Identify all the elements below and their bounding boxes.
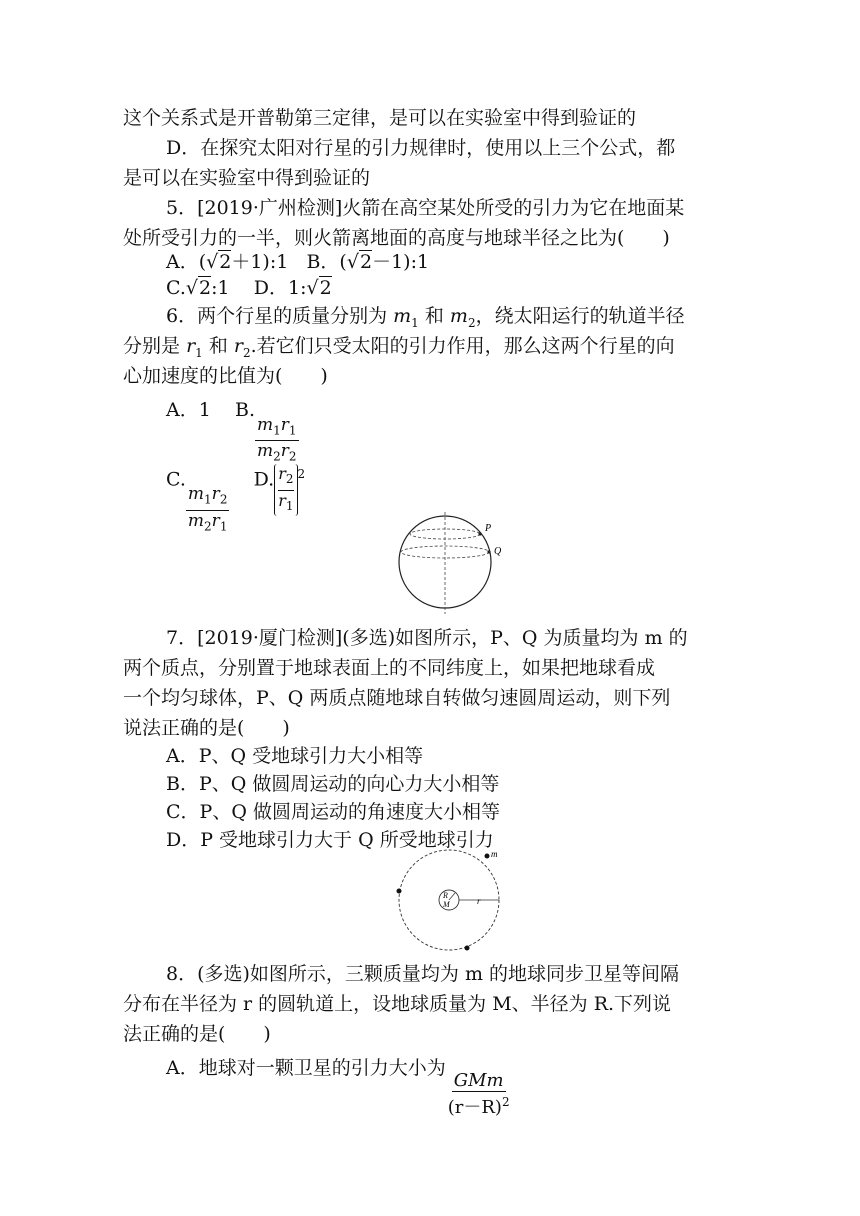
question-8-stem: 分布在半径为 r 的圆轨道上，设地球质量为 M、半径为 R.下列说: [123, 993, 672, 1015]
question-6-stem: 6．两个行星的质量分别为 $m_1$ 和 $m_2$，绕太阳运行的轨道半径: [166, 305, 685, 330]
earth-latitude-diagram: [395, 510, 515, 615]
label-q: Q: [494, 546, 502, 557]
question-7-option-c: C．P、Q 做圆周运动的角速度大小相等: [166, 801, 500, 823]
question-8-stem: 法正确的是( ): [123, 1023, 271, 1045]
question-7-option-d: D．P 受地球引力大于 Q 所受地球引力: [166, 829, 494, 851]
label-earth-mass: M: [443, 900, 450, 909]
question-8-option-a: A．地球对一颗卫星的引力大小为 $\frac{\text{GMm}}{(r-R)^2}$: [166, 1057, 510, 1118]
label-r: r: [477, 896, 481, 906]
satellite-orbit-diagram: [393, 846, 513, 956]
text-line: 是可以在实验室中得到验证的: [123, 167, 371, 189]
label-p: P: [485, 523, 492, 534]
question-7-stem: 一个均匀球体，P、Q 两质点随地球自转做匀速圆周运动，则下列: [123, 687, 671, 709]
question-6-options-ab: A．1 B. $\frac{m_1r_1}{m_2r_2}$: [166, 399, 297, 464]
question-5-stem: 处所受引力的一半，则火箭离地面的高度与地球半径之比为( ): [123, 227, 670, 249]
question-7-stem: 7．[2019·厦门检测](多选)如图所示，P、Q 为质量均为 m 的: [166, 627, 688, 649]
question-8-stem: 8．(多选)如图所示，三颗质量均为 m 的地球同步卫星等间隔: [166, 963, 680, 985]
question-7-stem: 两个质点，分别置于地球表面上的不同纬度上，如果把地球看成: [123, 657, 656, 679]
label-earth-radius: R: [443, 891, 448, 900]
label-m: m: [491, 849, 498, 859]
text-line: D．在探究太阳对行星的引力规律时，使用以上三个公式，都: [166, 137, 676, 159]
question-5-options-cd: C.√2:1 D．1:√2: [166, 277, 332, 299]
question-7-stem: 说法正确的是( ): [123, 717, 290, 739]
question-6-stem: 心加速度的比值为( ): [123, 365, 328, 387]
question-6-options-cd: C. $\frac{m_1r_2}{m_2r_1}$ D. $\frac{r_2}{r_1}$ $^2$: [166, 464, 306, 534]
question-7-option-b: B．P、Q 做圆周运动的向心力大小相等: [166, 773, 500, 795]
question-5-options-ab: A．(√2＋1):1 B．(√2－1):1: [166, 251, 430, 273]
question-5-stem: 5．[2019·广州检测]火箭在高空某处所受的引力为它在地面某: [166, 197, 685, 219]
question-6-stem: 分别是 $r_1$ 和 $r_2$.若它们只受太阳的引力作用，那么这两个行星的向: [123, 335, 675, 360]
question-7-option-a: A．P、Q 受地球引力大小相等: [166, 745, 424, 767]
text-line: 这个关系式是开普勒第三定律，是可以在实验室中得到验证的: [123, 107, 637, 129]
